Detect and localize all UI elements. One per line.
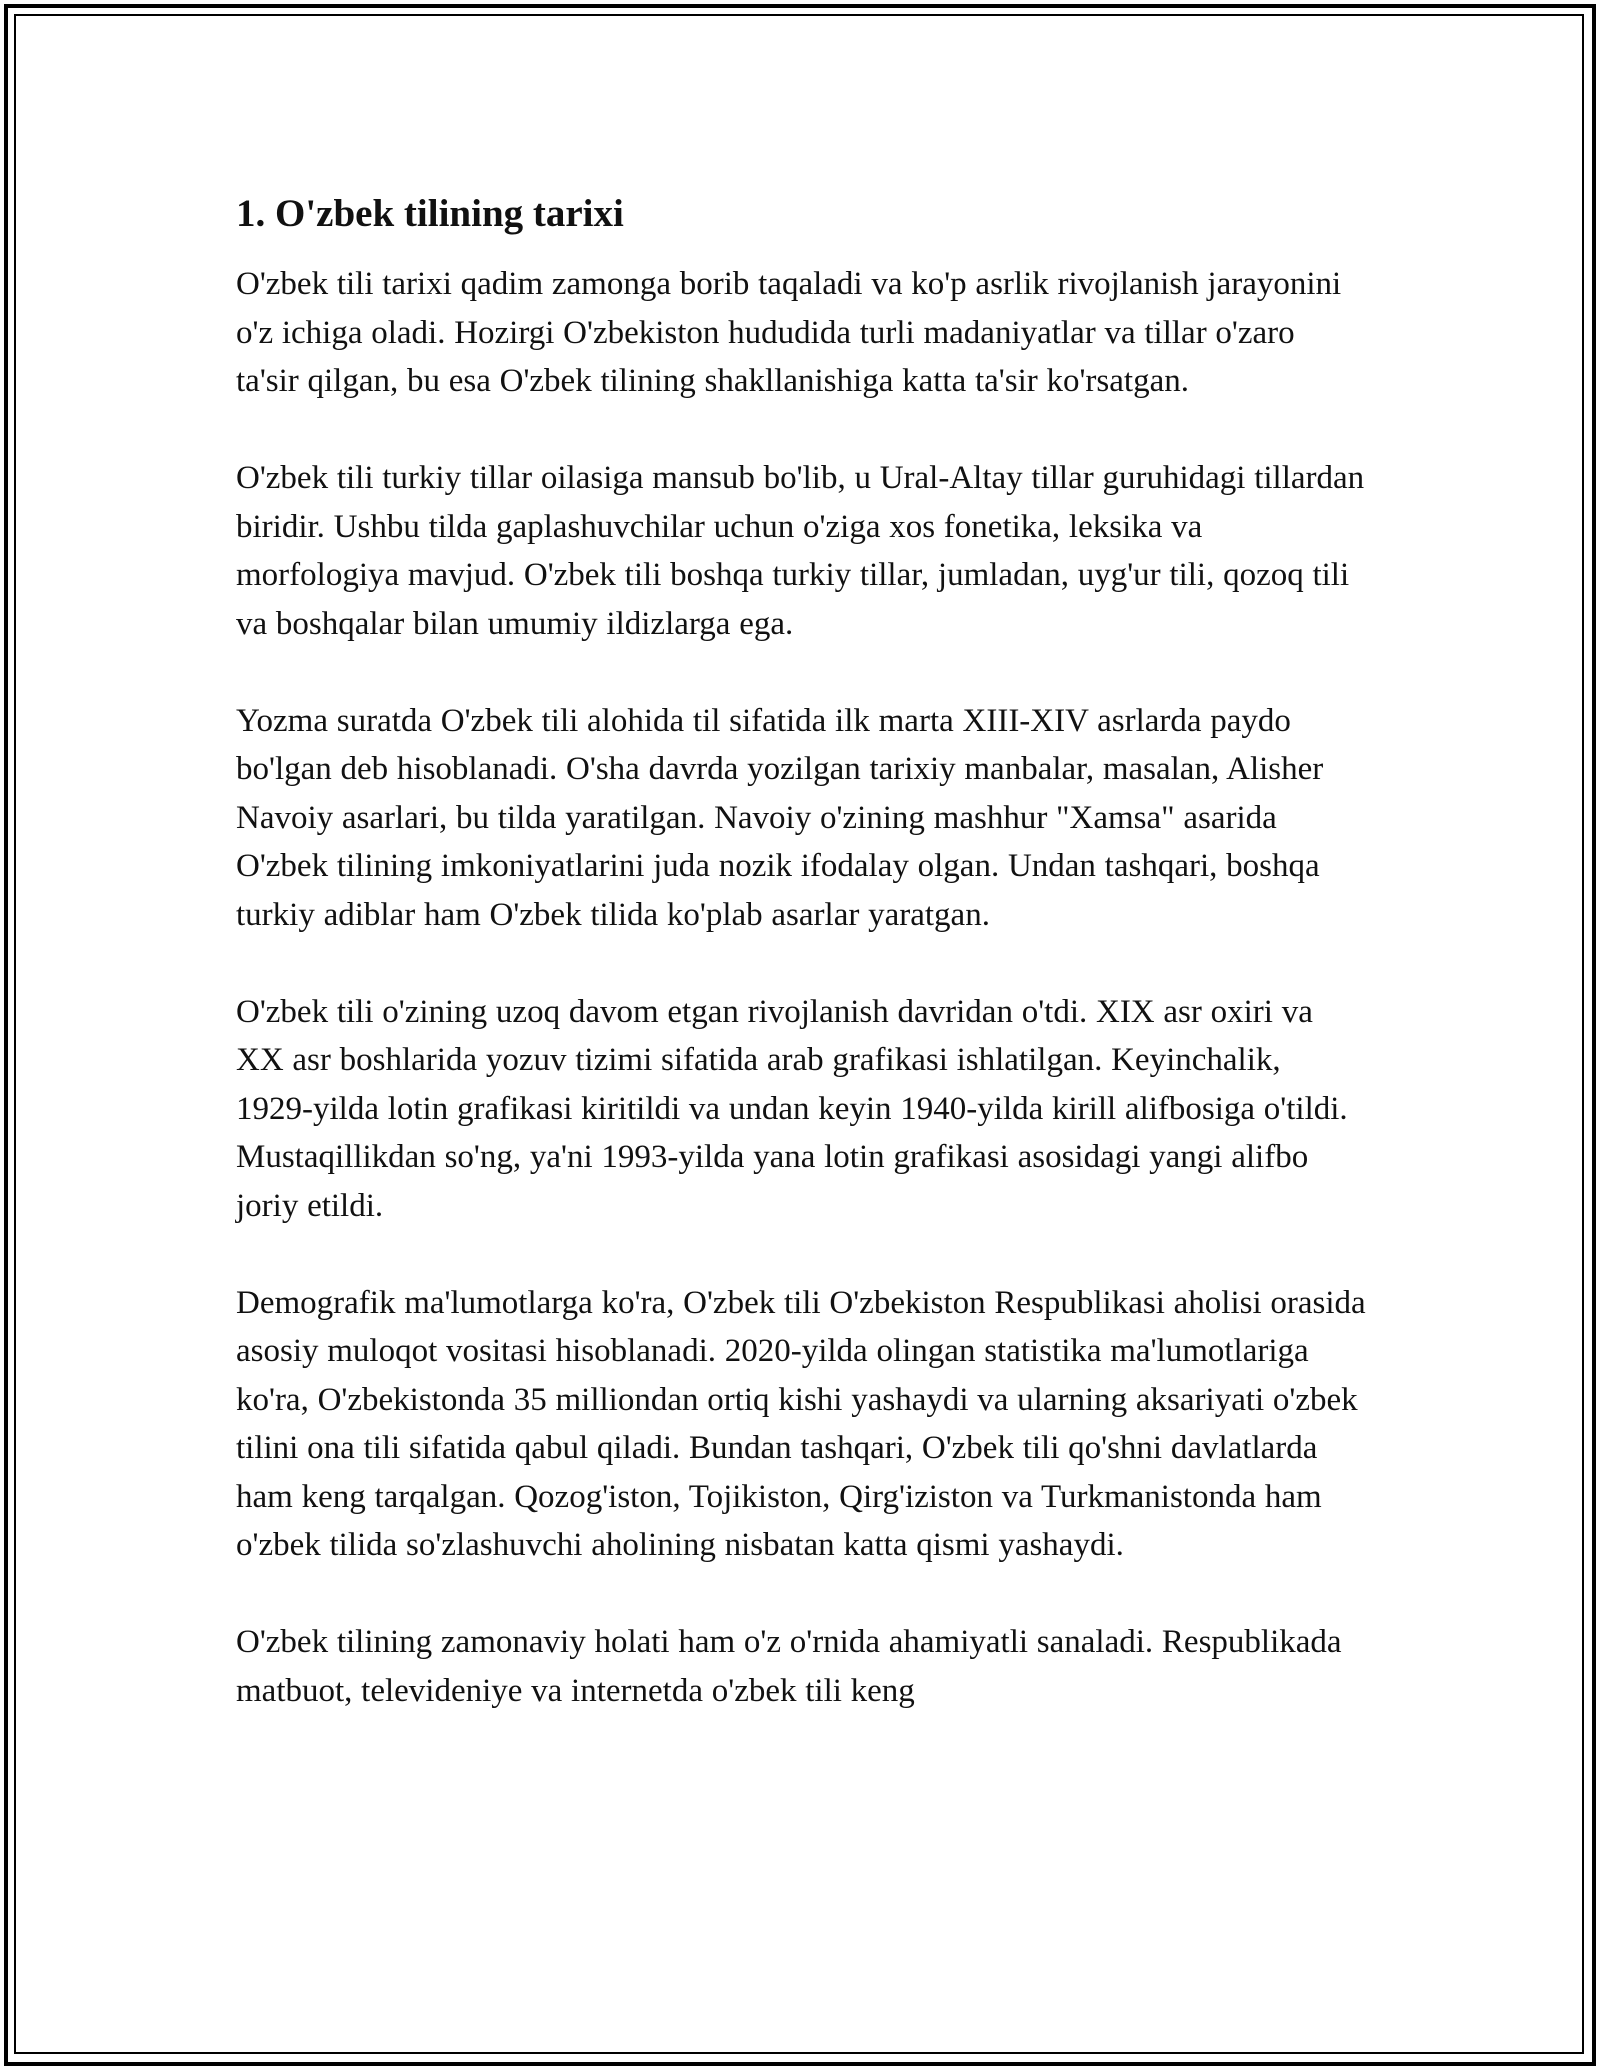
- paragraph-1: O'zbek tili tarixi qadim zamonga borib taqaladi va ko'p asrlik rivojlanish jarayonini o'z ichiga oladi. Hozirgi O'zbekiston hududida turli madaniyatlar va tillar o'zaro ta'sir qilgan, bu esa O'zbek tilining shakllanishiga katta ta'sir ko'rsatgan.: [236, 266, 1342, 399]
- paragraph-4: O'zbek tili o'zining uzoq davom etgan rivojlanish davridan o'tdi. XIX asr oxiri va XX asr boshlarida yozuv tizimi sifatida arab grafikasi ishlatilgan. Keyinchalik, 1929-yilda lotin grafikasi kiritildi va undan keyin 1940-yilda kirill alifbosiga o'tildi. Mustaqillikdan so'ng, ya'ni 1993-yilda yana lotin grafikasi asosidagi yangi alifbo joriy etildi.: [236, 993, 1348, 1224]
- section-heading: 1. O'zbek tilining tarixi: [236, 192, 624, 235]
- paragraph-5: Demografik ma'lumotlarga ko'ra, O'zbek tili O'zbekiston Respublikasi aholisi orasida asosiy muloqot vositasi hisoblanadi. 2020-yilda olingan statistika ma'lumotlariga ko'ra, O'zbekistonda 35 milliondan ortiq kishi yashaydi va ularning aksariyati o'zbek tilini ona tili sifatida qabul qiladi. Bundan tashqari, O'zbek tili qo'shni davlatlarda ham keng tarqalgan. Qozog'iston, Tojikiston, Qirg'iziston va Turkmanistonda ham o'zbek tilida so'zlashuvchi aholining nisbatan katta qismi yashaydi.: [236, 1284, 1366, 1563]
- paragraph-6: O'zbek tilining zamonaviy holati ham o'z o'rnida ahamiyatli sanaladi. Respublikada matbuot, televideniye va internetda o'zbek tili keng: [236, 1624, 1342, 1709]
- paragraph-3: Yozma suratda O'zbek tili alohida til sifatida ilk marta XIII-XIV asrlarda paydo bo'lgan deb hisoblanadi. O'sha davrda yozilgan tarixiy manbalar, masalan, Alisher Navoiy asarlari, bu tilda yaratilgan. Navoiy o'zining mashhur "Xamsa" asarida O'zbek tilining imkoniyatlarini juda nozik ifodalay olgan. Undan tashqari, boshqa turkiy adiblar ham O'zbek tilida ko'plab asarlar yaratgan.: [236, 702, 1324, 933]
- document-body: [236, 182, 1366, 1764]
- paragraph-2: O'zbek tili turkiy tillar oilasiga mansub bo'lib, u Ural-Altay tillar guruhidagi tillardan biridir. Ushbu tilda gaplashuvchilar uchun o'ziga xos fonetika, leksika va morfologiya mavjud. O'zbek tili boshqa turkiy tillar, jumladan, uyg'ur tili, qozoq tili va boshqalar bilan umumiy ildizlarga ega.: [236, 460, 1365, 642]
